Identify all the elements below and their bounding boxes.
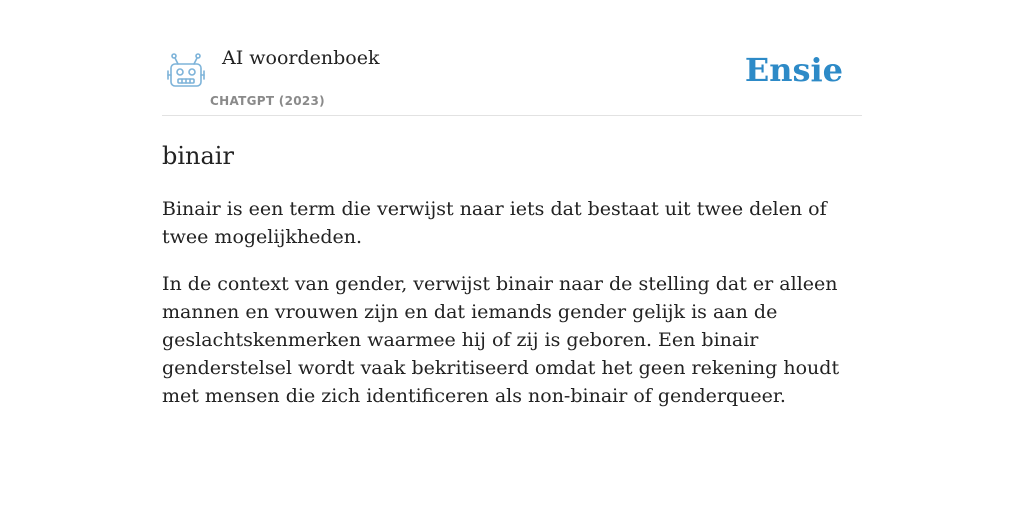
brand-logo[interactable]: Ensie: [744, 51, 843, 89]
entry-term: binair: [162, 142, 234, 170]
source-label: CHATGPT (2023): [210, 94, 325, 108]
robot-icon: [166, 52, 206, 90]
dictionary-title[interactable]: AI woordenboek: [222, 47, 380, 69]
entry-paragraph-1: Binair is een term die verwijst naar iets dat bestaat uit twee delen of twee mogelijkheden.: [162, 198, 827, 248]
header: [162, 0, 862, 116]
entry-paragraph-2: In de context van gender, verwijst binair naar de stelling dat er alleen mannen en vrouwen zijn en dat iemands gender gelijk is aan de geslachtskenmerken waarmee hij of zij is geboren. Een binair genderstelsel wordt vaak bekritiseerd omdat het geen rekening houdt met mensen die zich identificeren als non-binair of genderqueer.: [162, 273, 840, 407]
page: [162, 0, 862, 410]
